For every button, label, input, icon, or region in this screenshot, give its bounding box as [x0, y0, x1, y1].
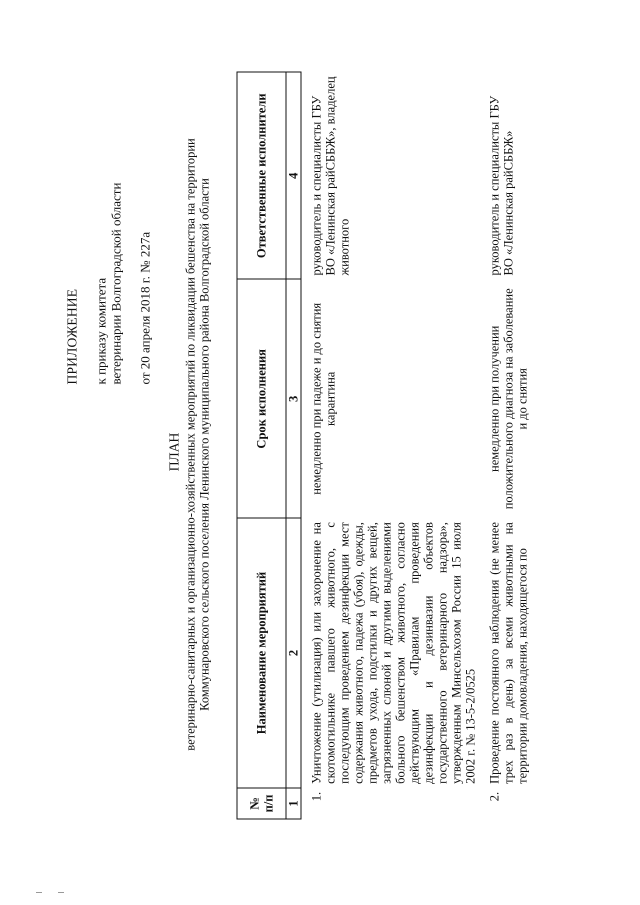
scan-mark — [36, 892, 42, 893]
column-number-row — [286, 72, 301, 819]
col-number: 3 — [286, 280, 301, 519]
table-row — [480, 72, 532, 819]
plan-table — [237, 72, 532, 820]
row-measure: Проведение постоянного наблюдения (не менее трех раз в день) за всеми животными на территории домовладения, находящегося по — [487, 522, 530, 784]
header-name: Наименование мероприятий — [237, 518, 286, 788]
table-header-row — [237, 72, 286, 819]
row-term: немедленно при падеже и до снятия карантина — [309, 302, 338, 495]
row-measure: Уничтожение (утилизация) или захоронение на скотомогильнике павшего животного, с последующим проведением дезинфекции мест содержания животного, падежа (убоя), одежды, предметов ухода, подстилки и других вещей, загрязненных слюной и другими выделениями больного бешенством животного, согласно действующим «Правилам проведения дезинфекции и дезинвазии объектов государственного ветеринарного надзора», утвержденным Минсельхозом России 15 июля 2002 г. № 13-5-2/0525 — [309, 522, 478, 784]
plan-subtitle-line-1: ветеринарно-санитарных и организационно-хозяйственных мероприятий по ликвидации бешенства на территории — [183, 138, 198, 751]
appendix-line-2: ветеринарии Волгоградской области — [108, 182, 124, 385]
plan-title: ПЛАН — [166, 432, 182, 472]
col-number: 4 — [286, 72, 301, 280]
header-num: № п/п — [237, 788, 286, 819]
header-term: Срок исполнения — [237, 280, 286, 519]
col-number: 1 — [286, 788, 301, 819]
plan-subtitle-line-2: Коммунаровского сельского поселения Ленинского муниципального района Волгоградской области — [197, 178, 212, 711]
rotated-document-page — [1, 0, 640, 905]
row-number: 2. — [487, 791, 502, 802]
plan-subtitle — [184, 55, 212, 835]
appendix-block — [65, 183, 153, 385]
appendix-line-1: к приказу комитета — [93, 277, 109, 385]
appendix-title: ПРИЛОЖЕНИЕ — [64, 288, 80, 385]
row-term: немедленно при получении положительного диагноза на заболевание и до снятия — [487, 288, 530, 510]
table-row — [301, 72, 480, 819]
header-resp: Ответственные исполнители — [237, 72, 286, 280]
scan-mark — [58, 892, 64, 893]
row-number: 1. — [309, 791, 324, 802]
row-responsible: руководитель и специалисты ГБУ ВО «Ленинская райСББЖ» — [487, 95, 516, 276]
row-responsible: руководитель и специалисты ГБУ ВО «Ленинская райСББЖ», владелец животного — [309, 76, 352, 276]
appendix-date: от 20 апреля 2018 г. № 227а — [137, 231, 153, 385]
col-number: 2 — [286, 518, 301, 788]
